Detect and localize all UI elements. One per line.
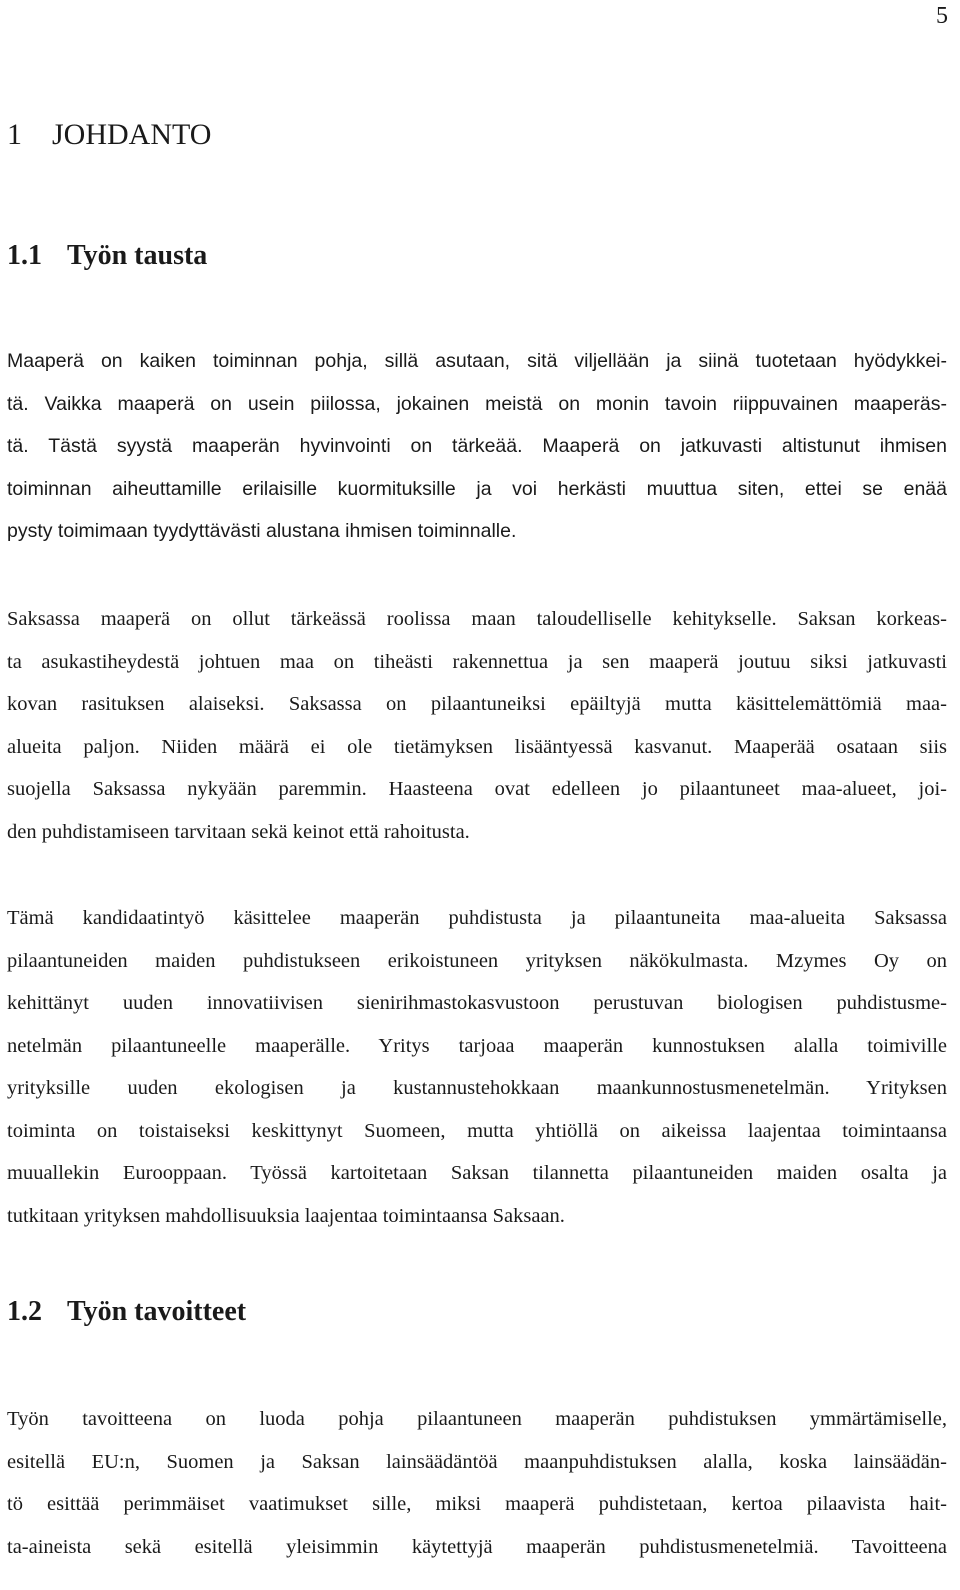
chapter-heading xyxy=(7,115,211,155)
text-line: tä. Vaikka maaperä on usein piilossa, jokainen meistä on monin tavoin riippuvainen maaperäs- xyxy=(7,392,947,415)
text-line: pilaantuneiden maiden puhdistukseen erikoistuneen yrityksen näkökulmasta. Mzymes Oy on xyxy=(7,949,947,972)
text-line: Maaperä on kaiken toiminnan pohja, sillä asutaan, sitä viljellään ja siinä tuotetaan hyödykkei- xyxy=(7,350,947,372)
text-line: ta asukastiheydestä johtuen maa on tiheästi rakennettua ja sen maaperä joutuu siksi jatkuvasti xyxy=(7,650,947,673)
paragraph-goals xyxy=(7,1398,947,1568)
text-line: muuallekin Eurooppaan. Työssä kartoitetaan Saksan tilannetta pilaantuneiden maiden osalta ja xyxy=(7,1162,947,1184)
text-line: alueita paljon. Niiden määrä ei ole tietämyksen lisääntyessä kasvanut. Maaperää osataan siis xyxy=(7,735,947,758)
text-line: esitellä EU:n, Suomen ja Saksan lainsäädäntöä maanpuhdistuksen alalla, koska lainsäädän- xyxy=(7,1450,947,1473)
section-heading-tausta xyxy=(7,236,207,276)
section-number: 1.2 xyxy=(7,1296,42,1327)
text-line: toiminta on toistaiseksi keskittynyt Suomeen, mutta yhtiöllä on aikeissa laajentaa toimintaansa xyxy=(7,1119,947,1142)
text-line: toiminnan aiheuttamille erilaisille kuormituksille ja voi herkästi muuttua siten, ettei se enää xyxy=(7,477,947,500)
paragraph-germany xyxy=(7,598,947,853)
section-title: Työn tausta xyxy=(67,240,208,271)
text-line: kovan rasituksen alaiseksi. Saksassa on pilaantuneiksi epäiltyjä mutta käsittelemättömiä maa- xyxy=(7,693,947,715)
text-line: ta-aineista sekä esitellä yleisimmin käytettyjä maaperän puhdistusmenetelmiä. Tavoitteena xyxy=(7,1535,947,1558)
page-number: 5 xyxy=(936,3,948,29)
text-line: pysty toimimaan tyydyttävästi alustana ihmisen toiminnalle. xyxy=(7,520,517,542)
section-number: 1.1 xyxy=(7,240,42,271)
text-line: Saksassa maaperä on ollut tärkeässä roolissa maan taloudelliselle kehitykselle. Saksan korkeas- xyxy=(7,608,947,630)
section-title: Työn tavoitteet xyxy=(67,1296,247,1327)
section-heading-tavoitteet xyxy=(7,1292,246,1332)
chapter-number: 1 xyxy=(7,118,22,151)
text-line: den puhdistamiseen tarvitaan sekä keinot että rahoitusta. xyxy=(7,820,470,843)
text-line: netelmän pilaantuneelle maaperälle. Yritys tarjoaa maaperän kunnostuksen alalla toimiville xyxy=(7,1034,947,1057)
text-line: tä. Tästä syystä maaperän hyvinvointi on tärkeää. Maaperä on jatkuvasti altistunut ihmisen xyxy=(7,435,947,457)
text-line: Työn tavoitteena on luoda pohja pilaantuneen maaperän puhdistuksen ymmärtämiselle, xyxy=(7,1408,947,1430)
text-line: tutkitaan yrityksen mahdollisuuksia laajentaa toimintaansa Saksaan. xyxy=(7,1204,565,1227)
chapter-title: JOHDANTO xyxy=(52,118,212,151)
paragraph-background xyxy=(7,340,947,553)
paragraph-thesis xyxy=(7,897,947,1237)
text-line: Tämä kandidaatintyö käsittelee maaperän puhdistusta ja pilaantuneita maa-alueita Saksassa xyxy=(7,907,947,929)
text-line: yrityksille uuden ekologisen ja kustannustehokkaan maankunnostusmenetelmän. Yrityksen xyxy=(7,1077,947,1099)
text-line: tö esittää perimmäiset vaatimukset sille, miksi maaperä puhdistetaan, kertoa pilaavista hait- xyxy=(7,1493,947,1515)
text-line: suojella Saksassa nykyään paremmin. Haasteena ovat edelleen jo pilaantuneet maa-alueet, joi- xyxy=(7,778,947,800)
text-line: kehittänyt uuden innovatiivisen sienirihmastokasvustoon perustuvan biologisen puhdistusme- xyxy=(7,992,947,1014)
